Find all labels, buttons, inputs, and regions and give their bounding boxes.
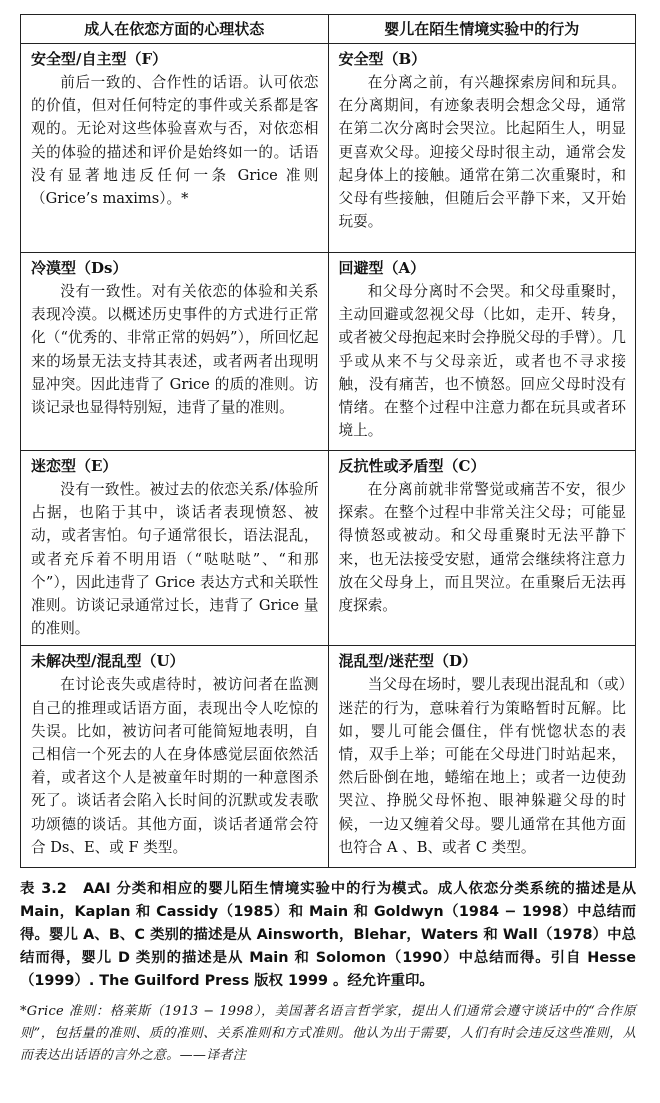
category-description: 没有一致性。被过去的依恋关系/体验所占据，也陷于其中，谈话者表现愤怒、被动，或者害怕。句子通常很长，语法混乱，或者充斥着不明用语（“哒哒哒”、“和那个”），因此违背了 Grice 表达方式和关联性准则。访谈记录通常过长，违背了 Grice 量的准则。: [31, 481, 319, 638]
infant-cell: [328, 44, 636, 253]
infant-cell: [328, 253, 636, 451]
page: [20, 14, 636, 1067]
category-title: 安全型/自主型（F）: [31, 50, 168, 68]
table-row: [21, 646, 636, 868]
category-title: 混乱型/迷茫型（D）: [338, 652, 477, 671]
adult-cell: [21, 253, 329, 451]
translator-footnote: *Grice 准则：格莱斯（1913 − 1998），美国著名语言哲学家，提出人们通常会遵守谈话中的“合作原则”，包括量的准则、质的准则、关系准则和方式准则。他认为出于需要，人们有时会违反这些准则，从而表达出话语的言外之意。——译者注: [20, 1004, 636, 1064]
category-title: 冷漠型（Ds）: [31, 259, 128, 277]
table-row: [21, 451, 636, 646]
adult-cell: [21, 451, 329, 646]
category-title: 回避型（A）: [338, 259, 426, 277]
table-caption: 表 3.2 AAI 分类和相应的婴儿陌生情境实验中的行为模式。成人依恋分类系统的描述是从 Main，Kaplan 和 Cassidy（1985）和 Main 和 Goldwyn（1984 − 1998）中总结而得。婴儿 A、B、C 类别的描述是从 Ainsworth，Blehar，Waters 和 Wall（1978）中总结而得，婴儿 D 类别的描述是从 Main 和 Solomon（1990）中总结而得。引自 Hesse（1999）. The Guilford Press 版权 1999 。经允许重印。: [20, 881, 636, 990]
category-title: 反抗性或矛盾型（C）: [338, 457, 486, 475]
table-header-row: [21, 15, 636, 44]
category-title: 安全型（B）: [338, 50, 427, 68]
infant-cell: [328, 646, 636, 868]
adult-cell: [21, 44, 329, 253]
table-row: [21, 253, 636, 451]
table-row: [21, 44, 636, 253]
infant-cell: [328, 451, 636, 646]
category-description: 没有一致性。对有关依恋的体验和关系表现冷漠。以概述历史事件的方式进行正常化（“优秀的、非常正常的妈妈”），所回忆起来的场景无法支持其表述，或者两者出现明显冲突。因此违背了 Grice 的质的准则。访谈记录也显得特别短，违背了量的准则。: [31, 283, 319, 417]
column-header-adult: 成人在依恋方面的心理状态: [21, 15, 329, 44]
category-description: 当父母在场时，婴儿表现出混乱和（或）迷茫的行为，意味着行为策略暂时瓦解。比如，婴儿可能会僵住，伴有恍惚状态的表情，双手上举；可能在父母进门时站起来，然后卧倒在地，蜷缩在地上；或者一边使劲哭泣、挣脱父母怀抱、眼神躲避父母的时候，一边又缠着父母。婴儿通常在其他方面也符合 A 、B、或者 C 类型。: [338, 676, 626, 856]
category-description: 前后一致的、合作性的话语。认可依恋的价值，但对任何特定的事件或关系都是客观的。无论对这些体验喜欢与否，对依恋相关的体验的描述和评价是始终如一的。话语没有显著地违反任何一条 Grice 准则（Grice’s maxims）。*: [31, 74, 319, 208]
category-description: 在分离之前，有兴趣探索房间和玩具。在分离期间，有迹象表明会想念父母，通常在第二次分离时会哭泣。比起陌生人，明显更喜欢父母。迎接父母时很主动，通常会发起身体上的接触。通常在第二次重聚时，和父母有些接触，但随后会平静下来，又开始玩耍。: [338, 74, 626, 231]
category-description: 和父母分离时不会哭。和父母重聚时，主动回避或忽视父母（比如，走开、转身，或者被父母抱起来时会挣脱父母的手臂）。几乎或从来不与父母亲近，或者也不寻求接触，没有痛苦，也不愤怒。回应父母时没有情绪。在整个过程中注意力都在玩具或者环境上。: [338, 283, 626, 440]
category-description: 在分离前就非常警觉或痛苦不安，很少探索。在整个过程中非常关注父母；可能显得愤怒或被动。和父母重聚时无法平静下来，也无法接受安慰，通常会继续将注意力放在父母身上，而且哭泣。在重聚后无法再度探索。: [338, 481, 626, 615]
column-header-infant: 婴儿在陌生情境实验中的行为: [328, 15, 636, 44]
category-title: 未解决型/混乱型（U）: [31, 652, 185, 671]
adult-cell: [21, 646, 329, 868]
category-title: 迷恋型（E）: [31, 457, 118, 475]
attachment-classification-table: [20, 14, 636, 868]
category-description: 在讨论丧失或虐待时，被访问者在监测自己的推理或话语方面，表现出令人吃惊的失误。比如，被访问者可能简短地表明，自己相信一个死去的人在身体感觉层面依然活着，或者这个人是被童年时期的一种意图杀死了。谈话者会陷入长时间的沉默或发表歌功颂德的谈话。其他方面，谈话者通常会符合 Ds、E、或 F 类型。: [31, 676, 319, 856]
